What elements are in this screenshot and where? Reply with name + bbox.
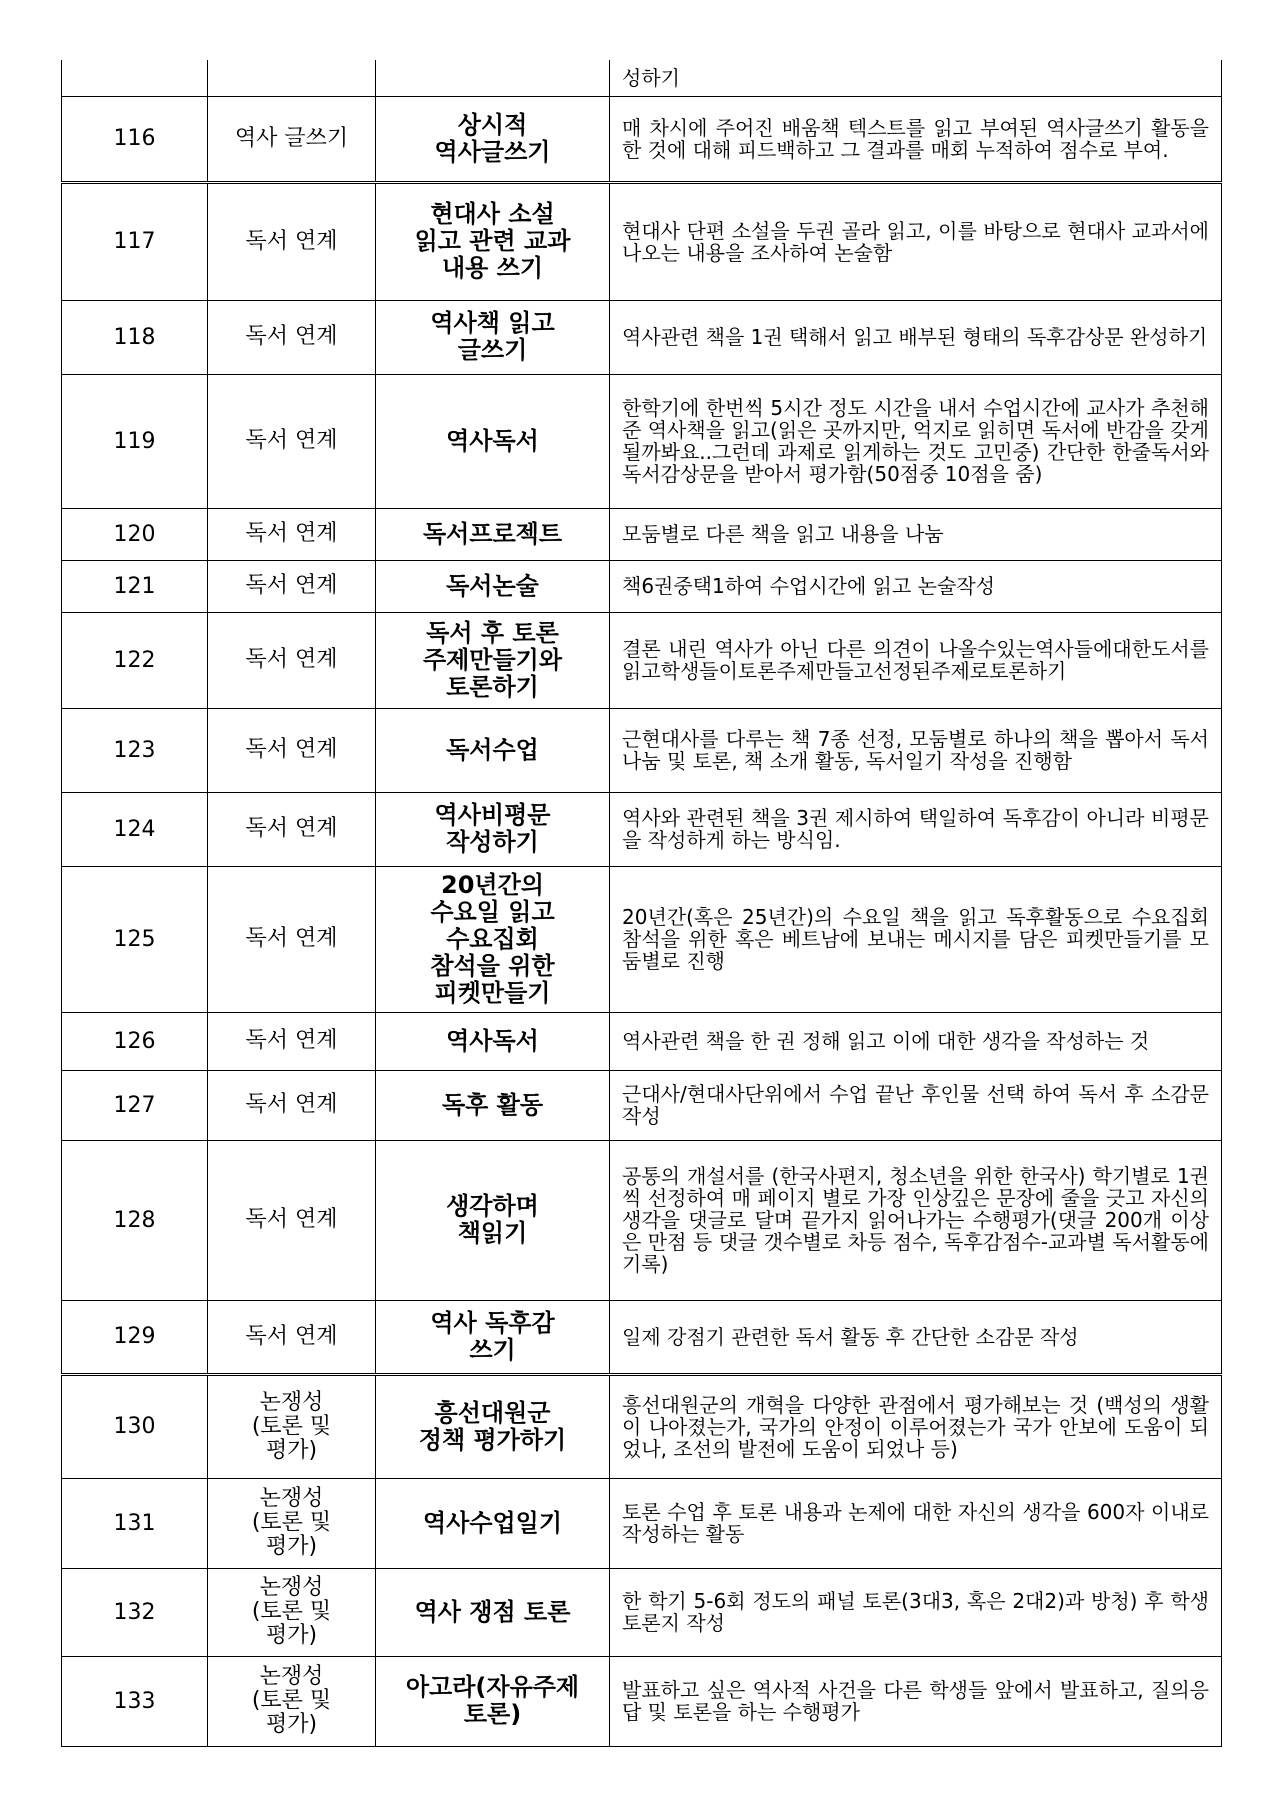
title-line: 역사글쓰기 [434, 137, 551, 166]
row-number: 129 [62, 1300, 208, 1374]
row-description: 발표하고 싶은 역사적 사건을 다른 학생들 앞에서 발표하고, 질의응답 및 토론을 하는 수행평가 [610, 1656, 1222, 1746]
row-description: 책6권중택1하여 수업시간에 읽고 논술작성 [610, 560, 1222, 612]
row-description: 결론 내린 역사가 아닌 다른 의견이 나올수있는역사들에대한도서를읽고학생들이토론주제만들고선정된주제로토론하기 [610, 612, 1222, 708]
title-line: 상시적 [457, 110, 528, 139]
title-line: 20년간의 [441, 870, 544, 899]
row-title [376, 708, 610, 792]
category-line: (토론 및 [251, 1688, 332, 1713]
title-line: 수요일 읽고 [430, 897, 555, 926]
table-row [62, 1656, 1222, 1746]
row-number: 126 [62, 1012, 208, 1070]
row-category [208, 1478, 376, 1568]
row-category: 독서 연계 [208, 1140, 376, 1300]
table-row [62, 1374, 1222, 1478]
table-row [62, 300, 1222, 374]
row-description: 현대사 단편 소설을 두권 골라 읽고, 이를 바탕으로 현대사 교과서에 나오는 내용을 조사하여 논술함 [610, 182, 1222, 300]
row-category [208, 60, 376, 96]
table-row [62, 1070, 1222, 1140]
table-row [62, 60, 1222, 96]
row-category: 독서 연계 [208, 300, 376, 374]
table-row [62, 182, 1222, 300]
row-title [376, 60, 610, 96]
row-number: 123 [62, 708, 208, 792]
title-line: 참석을 위한 [430, 951, 555, 980]
row-description: 흥선대원군의 개혁을 다양한 관점에서 평가해보는 것 (백성의 생활이 나아졌는가, 국가의 안정이 이루어졌는가 국가 안보에 도움이 되었나, 조선의 발전에 도움이 되었나 등) [610, 1374, 1222, 1478]
category-line: (토론 및 [251, 1510, 332, 1535]
row-category: 독서 연계 [208, 866, 376, 1012]
row-category: 독서 연계 [208, 1012, 376, 1070]
row-category: 독서 연계 [208, 508, 376, 560]
title-line: 읽고 관련 교과 [414, 227, 571, 255]
title-line: 흥선대원군 [434, 1398, 551, 1427]
row-number: 131 [62, 1478, 208, 1568]
row-number: 121 [62, 560, 208, 612]
row-number: 124 [62, 792, 208, 866]
row-description: 한 학기 5-6회 정도의 패널 토론(3대3, 혹은 2대2)과 방청) 후 학생 토론지 작성 [610, 1568, 1222, 1656]
row-title [376, 866, 610, 1012]
row-title [376, 612, 610, 708]
row-title [376, 1140, 610, 1300]
category-line: 논쟁성 [259, 1486, 324, 1511]
row-title [376, 1300, 610, 1374]
row-category: 독서 연계 [208, 1070, 376, 1140]
title-line: 정책 평가하기 [418, 1425, 567, 1454]
title-line: 쓰기 [469, 1335, 516, 1364]
row-category: 독서 연계 [208, 1300, 376, 1374]
table-row [62, 1012, 1222, 1070]
row-category [208, 1656, 376, 1746]
title-line: 역사수업일기 [422, 1508, 563, 1537]
row-title [376, 792, 610, 866]
row-category [208, 1374, 376, 1478]
category-line: (토론 및 [251, 1413, 332, 1439]
category-line: 논쟁성 [259, 1389, 324, 1415]
title-line: 주제만들기와 [422, 645, 563, 674]
title-line: 역사 독후감 [430, 1308, 555, 1337]
row-number: 133 [62, 1656, 208, 1746]
row-description: 공통의 개설서를 (한국사편지, 청소년을 위한 한국사) 학기별로 1권씩 선정하여 매 페이지 별로 가장 인상깊은 문장에 줄을 긋고 자신의 생각을 댓글로 달며 끝가지 읽어나가는 수행평가(댓글 200개 이상은 만점 등 댓글 갯수별로 차등 점수, 독후감점수-교과별 독서활동에 기록) [610, 1140, 1222, 1300]
title-line: 역사비평문 [434, 801, 551, 829]
title-line: 작성하기 [446, 828, 539, 856]
title-line: 생각하며 [446, 1192, 539, 1220]
row-description: 모둠별로 다른 책을 읽고 내용을 나눔 [610, 508, 1222, 560]
table-row [62, 96, 1222, 182]
title-line: 아고라(자유주제 [405, 1673, 580, 1701]
title-line: 역사독서 [446, 1026, 539, 1055]
row-category: 독서 연계 [208, 612, 376, 708]
row-description: 역사와 관련된 책을 3권 제시하여 택일하여 독후감이 아니라 비평문을 작성하게 하는 방식임. [610, 792, 1222, 866]
title-line: 역사독서 [446, 426, 539, 455]
row-description: 역사관련 책을 한 권 정해 읽고 이에 대한 생각을 작성하는 것 [610, 1012, 1222, 1070]
row-number: 125 [62, 866, 208, 1012]
row-title [376, 1070, 610, 1140]
row-number: 120 [62, 508, 208, 560]
row-title [376, 1478, 610, 1568]
category-line: 평가) [265, 1712, 318, 1737]
table-row [62, 792, 1222, 866]
row-category: 역사 글쓰기 [208, 96, 376, 182]
row-description: 매 차시에 주어진 배움책 텍스트를 읽고 부여된 역사글쓰기 활동을 한 것에 대해 피드백하고 그 결과를 매회 누적하여 점수로 부여. [610, 96, 1222, 182]
table-row [62, 1300, 1222, 1374]
row-category: 독서 연계 [208, 708, 376, 792]
row-title [376, 182, 610, 300]
title-line: 책읽기 [457, 1219, 528, 1247]
title-line: 독서논술 [446, 571, 539, 600]
table-row [62, 1568, 1222, 1656]
row-category [208, 1568, 376, 1656]
row-description: 한학기에 한번씩 5시간 정도 시간을 내서 수업시간에 교사가 추천해준 역사책을 읽고(읽은 곳까지만, 억지로 읽히면 독서에 반감을 갖게될까봐요..그런데 과제로 읽게하는 것도 고민중) 간단한 한줄독서와 독서감상문을 받아서 평가함(50점중 10점을 줌) [610, 374, 1222, 508]
title-line: 토론하기 [446, 672, 539, 701]
title-line: 수요집회 [446, 924, 539, 953]
category-line: (토론 및 [251, 1599, 332, 1624]
title-line: 독서프로젝트 [422, 519, 563, 548]
row-description: 20년간(혹은 25년간)의 수요일 책을 읽고 독후활동으로 수요집회 참석을 위한 혹은 베트남에 보내는 메시지를 담은 피켓만들기를 모둠별로 진행 [610, 866, 1222, 1012]
row-category: 독서 연계 [208, 792, 376, 866]
title-line: 글쓰기 [457, 336, 528, 364]
row-title [376, 560, 610, 612]
row-number: 130 [62, 1374, 208, 1478]
table-row [62, 1140, 1222, 1300]
category-line: 논쟁성 [259, 1664, 324, 1689]
category-line: 평가) [265, 1534, 318, 1559]
row-title [376, 1374, 610, 1478]
table-row [62, 508, 1222, 560]
row-description: 일제 강점기 관련한 독서 활동 후 간단한 소감문 작성 [610, 1300, 1222, 1374]
category-line: 평가) [265, 1437, 318, 1463]
row-category: 독서 연계 [208, 182, 376, 300]
row-number: 117 [62, 182, 208, 300]
table-row [62, 708, 1222, 792]
row-number: 122 [62, 612, 208, 708]
title-line: 독후 활동 [441, 1090, 544, 1119]
row-number: 127 [62, 1070, 208, 1140]
row-number: 119 [62, 374, 208, 508]
table-row [62, 1478, 1222, 1568]
title-line: 피켓만들기 [434, 978, 551, 1007]
row-title [376, 374, 610, 508]
table-body [62, 60, 1222, 1746]
activity-table [61, 60, 1222, 1747]
row-number: 132 [62, 1568, 208, 1656]
row-number [62, 60, 208, 96]
title-line: 역사 쟁점 토론 [414, 1597, 571, 1626]
row-description: 역사관련 책을 1권 택해서 읽고 배부된 형태의 독후감상문 완성하기 [610, 300, 1222, 374]
category-line: 논쟁성 [259, 1575, 324, 1600]
row-title [376, 1656, 610, 1746]
title-line: 독서수업 [446, 735, 539, 764]
row-description: 근현대사를 다루는 책 7종 선정, 모둠별로 하나의 책을 뽑아서 독서 나눔 및 토론, 책 소개 활동, 독서일기 작성을 진행함 [610, 708, 1222, 792]
table-row [62, 374, 1222, 508]
row-title [376, 96, 610, 182]
title-line: 현대사 소설 [430, 200, 555, 228]
category-line: 평가) [265, 1623, 318, 1648]
row-title [376, 1012, 610, 1070]
title-line: 독서 후 토론 [426, 618, 559, 647]
row-title [376, 1568, 610, 1656]
table-row [62, 866, 1222, 1012]
row-title [376, 300, 610, 374]
title-line: 내용 쓰기 [441, 254, 544, 282]
row-category: 독서 연계 [208, 560, 376, 612]
row-category: 독서 연계 [208, 374, 376, 508]
table-row [62, 560, 1222, 612]
row-number: 128 [62, 1140, 208, 1300]
title-line: 토론) [463, 1700, 522, 1728]
title-line: 역사책 읽고 [430, 309, 555, 337]
row-description: 근대사/현대사단위에서 수업 끝난 후인물 선택 하여 독서 후 소감문 작성 [610, 1070, 1222, 1140]
row-description: 토론 수업 후 토론 내용과 논제에 대한 자신의 생각을 600자 이내로 작성하는 활동 [610, 1478, 1222, 1568]
row-title [376, 508, 610, 560]
row-number: 116 [62, 96, 208, 182]
row-number: 118 [62, 300, 208, 374]
row-description: 성하기 [610, 60, 1222, 96]
table-row [62, 612, 1222, 708]
